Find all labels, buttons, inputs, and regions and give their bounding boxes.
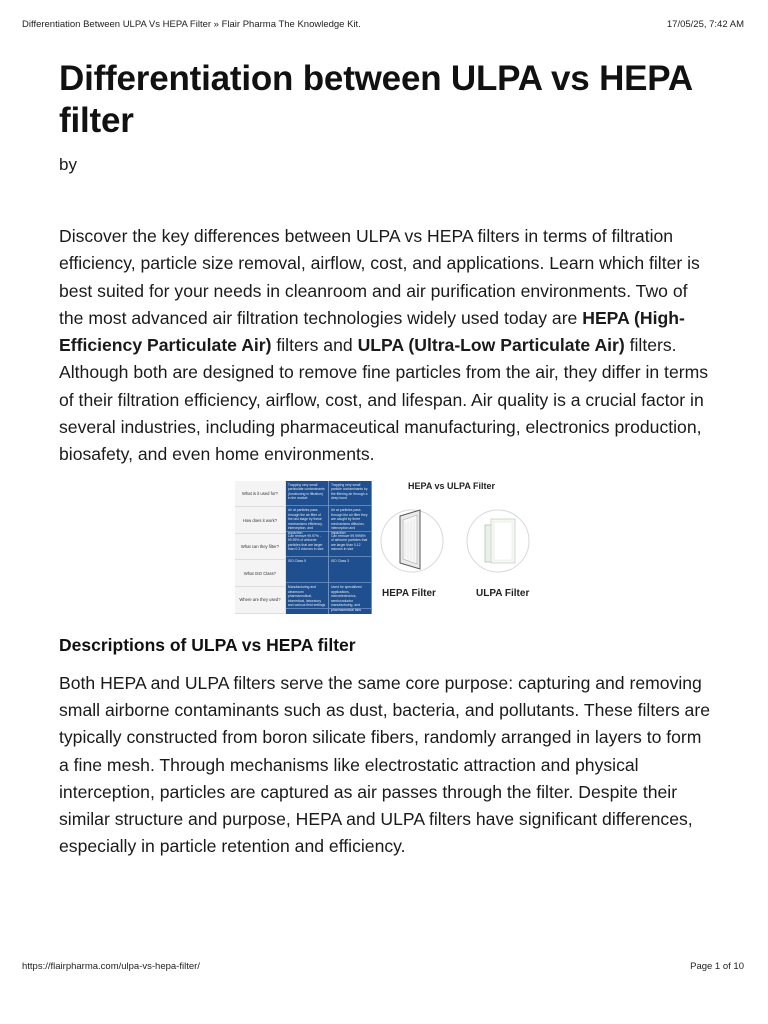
print-header <box>22 19 744 30</box>
page-title: Differentiation between ULPA vs HEPA filter <box>59 59 692 140</box>
figure-title: HEPA vs ULPA Filter <box>407 480 496 491</box>
table-label-cell: How does it work? <box>235 507 285 534</box>
table-hepa-cell: Air at particles pass through the air filter of the last stage by these mechanisms efficiency, interception, and impaction <box>286 506 328 532</box>
hepa-vs-ulpa-image <box>235 481 531 614</box>
intro-bold-ulpa: ULPA (Ultra-Low Particulate Air) <box>357 335 625 356</box>
comparison-table-graphic <box>235 481 372 614</box>
page-url: https://flairpharma.com/ulpa-vs-hepa-filter/ <box>22 961 200 972</box>
section-heading: Descriptions of ULPA vs HEPA filter <box>59 634 356 655</box>
page-number: Page 1 of 10 <box>690 961 744 972</box>
filter-illustration <box>372 481 531 614</box>
print-doc-title: Differentiation Between ULPA Vs HEPA Filter » Flair Pharma The Knowledge Kit. <box>22 19 361 30</box>
table-ulpa-cell: ISO Class 3 <box>329 557 371 583</box>
table-hepa-cell: Manufacturing and cleanroom pharmaceutical, biomedical, laboratory and various field settings <box>286 583 328 609</box>
ulpa-filter-icon <box>467 510 529 572</box>
table-label-cell: What is it used for? <box>235 481 285 508</box>
table-hepa-cell: ISO Class 5 <box>286 557 328 583</box>
print-footer <box>22 961 744 972</box>
table-hepa-cell: Trapping very small particulate contaminants (functioning in filtration) in the market <box>286 481 328 507</box>
intro-text-2: filters and <box>271 335 358 356</box>
table-label-column <box>235 481 286 614</box>
intro-paragraph <box>59 223 713 469</box>
table-ulpa-column <box>329 481 372 614</box>
byline: by <box>59 155 77 174</box>
figure-container <box>53 481 713 614</box>
intro-text-3: filters. Although both are designed to remove fine particles from the air, they differ in terms of their filtration efficiency, airflow, cost, and lifespan. Air quality is a crucial factor in several industries, including pharmaceutical manufacturing, electronics production, biosafety, and even home environments. <box>59 335 709 465</box>
table-label-cell: Where are they used? <box>235 587 285 614</box>
hepa-caption: HEPA Filter <box>382 587 436 599</box>
table-label-cell: What can they filter? <box>235 534 285 561</box>
table-ulpa-cell: Air at particles pass through the air filter they are caught by three mechanisms diffusion, interception and impaction <box>329 506 371 532</box>
ulpa-caption: ULPA Filter <box>476 587 530 599</box>
table-ulpa-cell: Can remove 99.9995% of airborne particles that are larger than 0.12 microns in size <box>329 532 371 558</box>
hepa-filter-icon <box>381 510 443 572</box>
section-paragraph: Both HEPA and ULPA filters serve the same core purpose: capturing and removing small airborne contaminants such as dust, bacteria, and pollutants. These filters are typically constructed from boron silicate fibers, randomly arranged in layers to form a fine mesh. Through mechanisms like electrostatic attraction and physical interception, particles are captured as air passes through the filter. Despite their similar structure and purpose, HEPA and ULPA filters have significant differences, especially in particle retention and efficiency. <box>59 672 710 857</box>
table-label-cell: What ISO Class? <box>235 560 285 587</box>
table-hepa-column <box>286 481 329 614</box>
intro-bold-hepa: HEPA (High-Efficiency Particulate Air) <box>59 307 685 356</box>
table-ulpa-cell: Trapping very small particle contaminants by the filtering air through a deep bond <box>329 481 371 507</box>
article <box>59 58 713 861</box>
intro-text-1: Discover the key differences between ULPA vs HEPA filters in terms of filtration efficiency, particle size removal, airflow, cost, and applications. Learn which filter is best suited for your needs in cleanroom and air purification environments. Two of the most advanced air filtration technologies widely used today are <box>59 226 700 328</box>
print-datetime: 17/05/25, 7:42 AM <box>666 19 744 30</box>
table-hepa-cell: Can remove 99.97% - 99.99% of airborne particles that are larger than 0.3 microns in size <box>286 532 328 558</box>
table-ulpa-cell: Used for specialized applications, microelectronics, semiconductor manufacturing, and pharmaceutical labs <box>329 583 371 609</box>
